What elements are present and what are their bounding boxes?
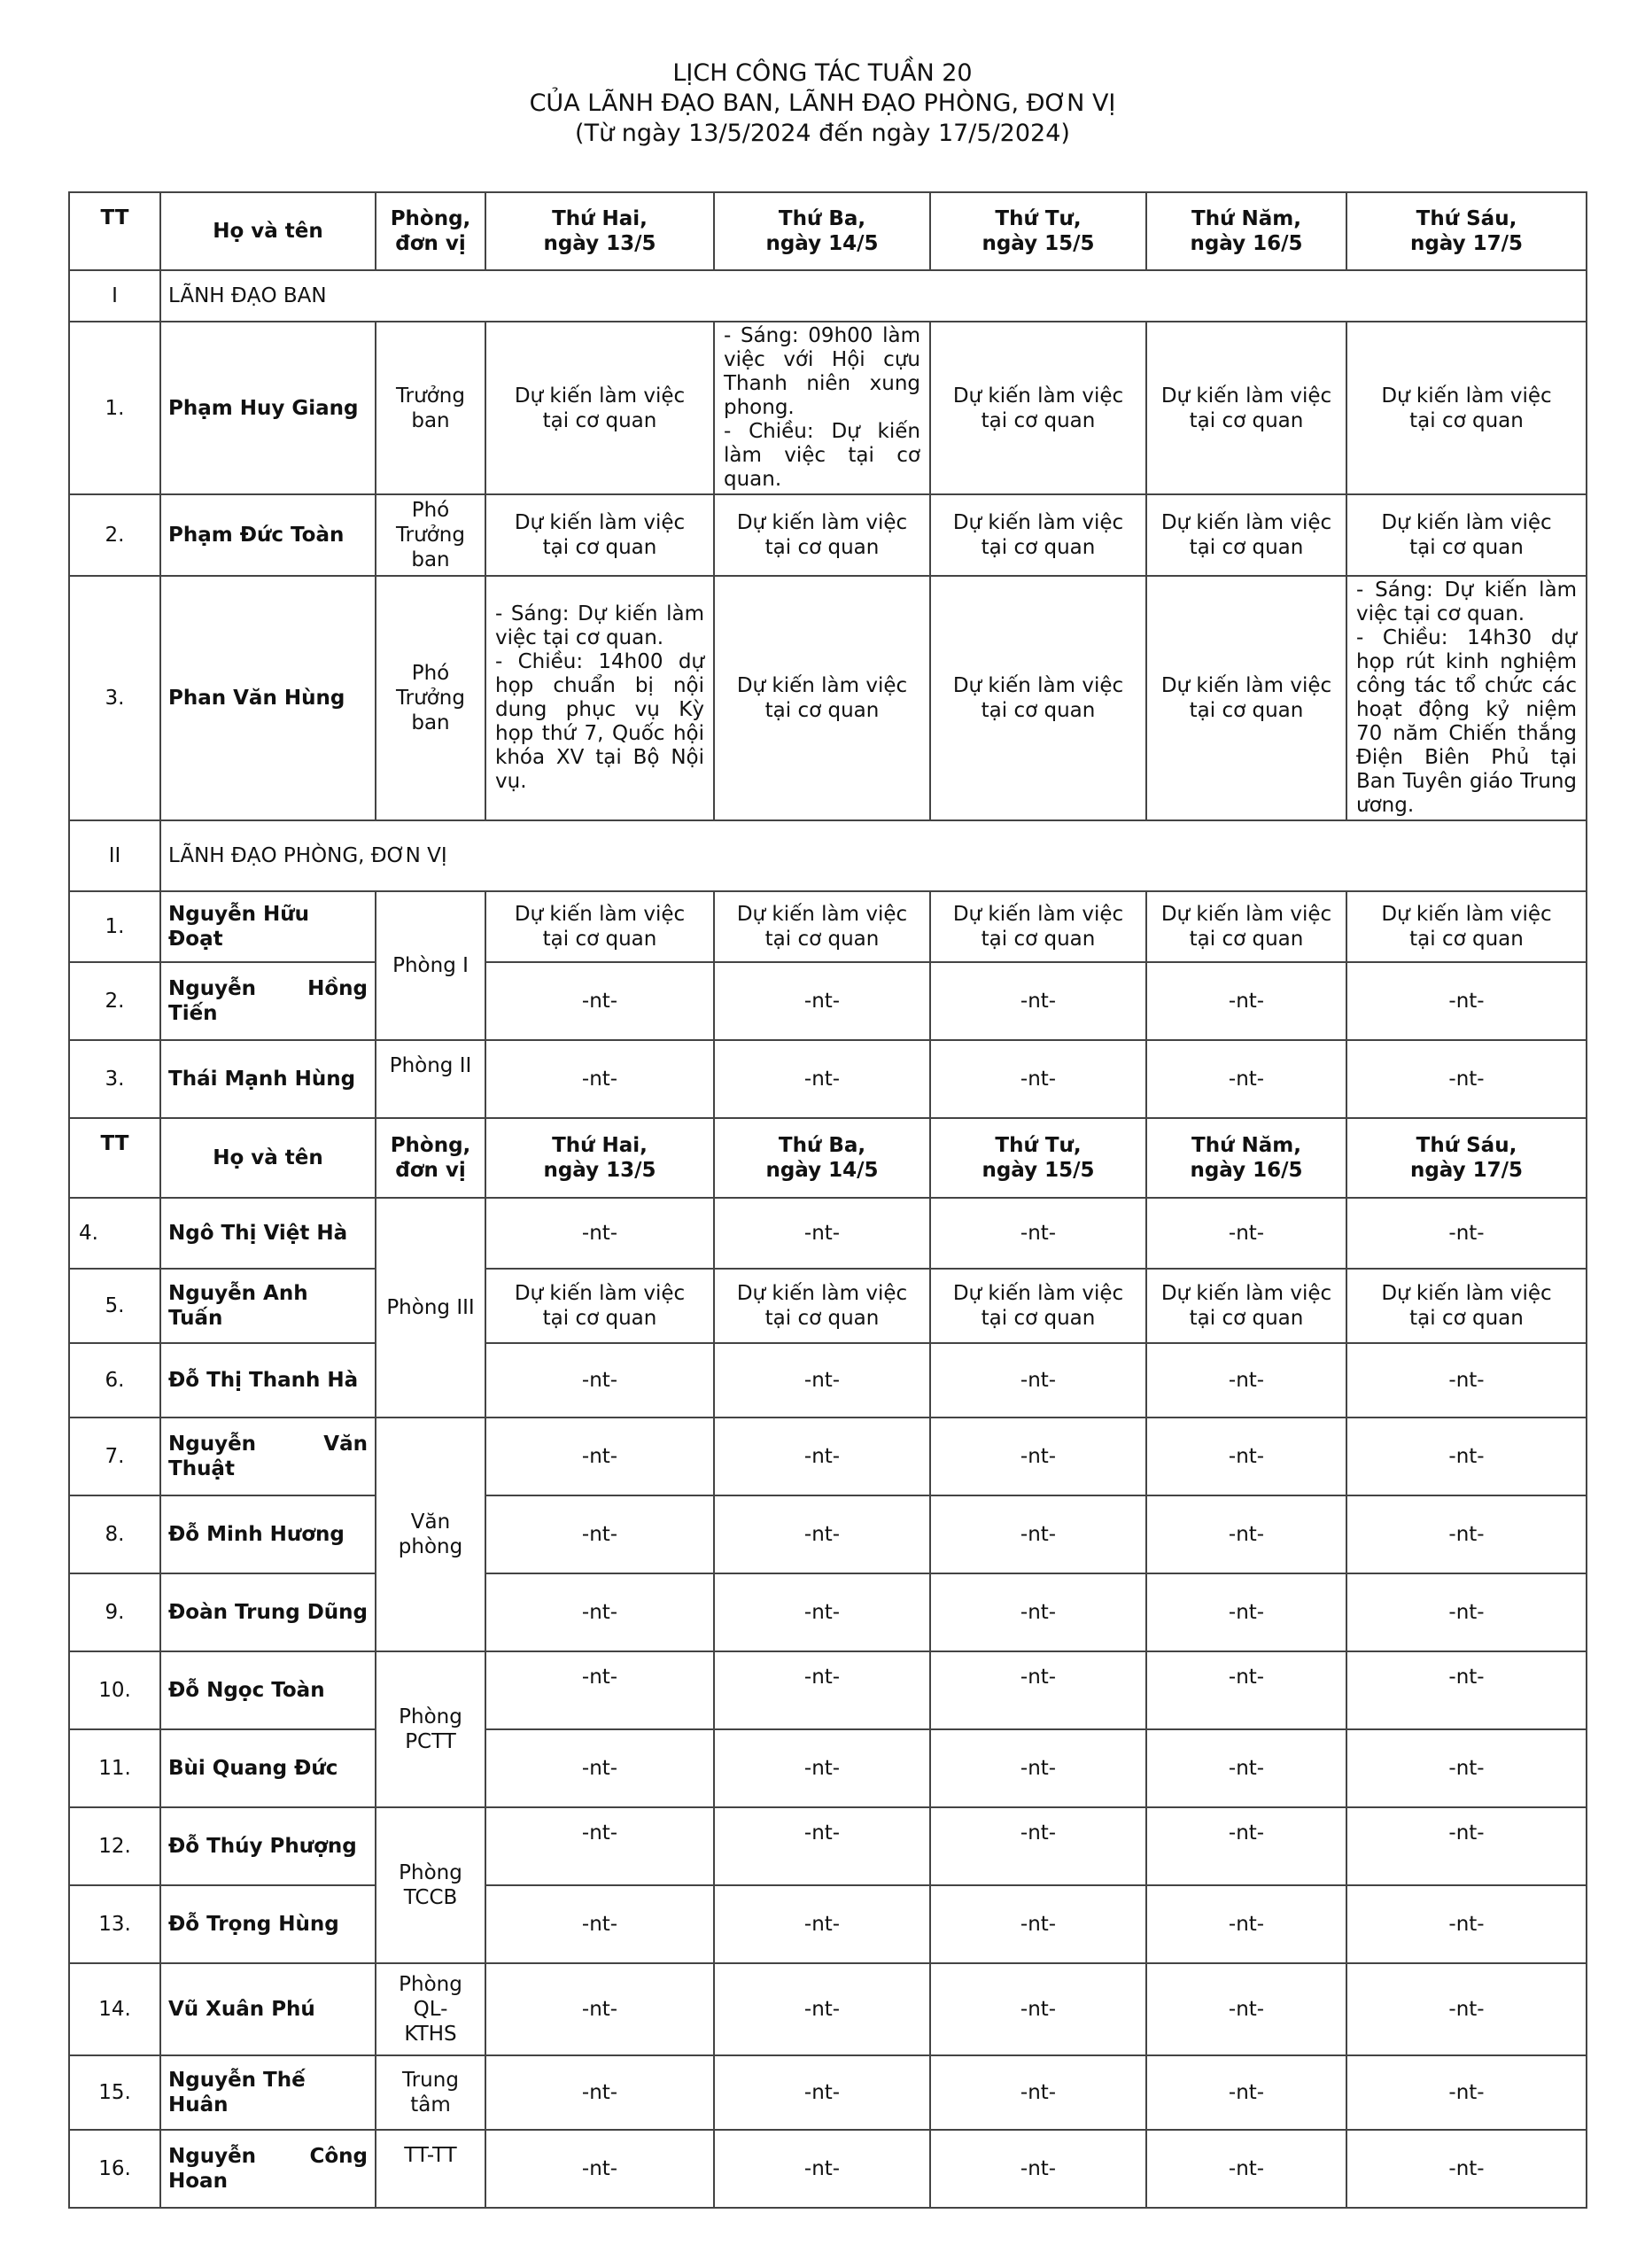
schedule-cell: - Sáng: Dự kiến làm việc tại cơ quan. - Chiều: 14h30 dự họp rút kinh nghiệm công tác tổ chức các hoạt động kỷ niệm 70 năm Chiến thắng Điện Biên Phủ tại Ban Tuyên giáo Trung ương. [1346,576,1587,820]
section-number: II [69,820,160,891]
person-name: Phạm Đức Toàn [160,494,376,576]
unit-cell: Phó Trưởng ban [376,494,485,576]
section-row [69,820,1587,891]
schedule-cell: Dự kiến làm việc tại cơ quan [485,322,714,494]
person-name: Đỗ Thị Thanh Hà [160,1343,376,1418]
schedule-cell: -nt- [1146,1040,1346,1118]
header-fri: Thứ Sáu, ngày 17/5 [1346,1118,1587,1198]
section-row [69,270,1587,322]
schedule-cell: -nt- [485,1495,714,1573]
schedule-cell: -nt- [1346,1418,1587,1495]
schedule-cell: -nt- [1346,1651,1587,1729]
schedule-cell: Dự kiến làm việc tại cơ quan [1346,494,1587,576]
schedule-cell: Dự kiến làm việc tại cơ quan [485,494,714,576]
schedule-cell: -nt- [714,2055,930,2130]
table-row [69,2130,1587,2208]
table-row [69,1651,1587,1729]
table-row [69,1040,1587,1118]
person-name: Nguyễn Thế Huân [160,2055,376,2130]
schedule-cell: -nt- [714,1573,930,1651]
schedule-cell: -nt- [930,2130,1146,2208]
schedule-cell: -nt- [1146,2130,1346,2208]
header-unit: Phòng, đơn vị [376,1118,485,1198]
row-number: 5. [69,1269,160,1343]
unit-cell: Phòng I [376,891,485,1040]
person-name: Vũ Xuân Phú [160,1963,376,2055]
row-number: 3. [69,1040,160,1118]
schedule-cell: -nt- [930,1963,1146,2055]
unit-cell: Văn phòng [376,1418,485,1651]
row-number: 12. [69,1807,160,1885]
schedule-cell: -nt- [485,1418,714,1495]
row-number: 1. [69,891,160,962]
schedule-cell: -nt- [714,2130,930,2208]
title-line-3: (Từ ngày 13/5/2024 đến ngày 17/5/2024) [575,120,1070,147]
schedule-table [68,191,1587,2209]
schedule-cell: Dự kiến làm việc tại cơ quan [1146,891,1346,962]
schedule-cell: Dự kiến làm việc tại cơ quan [714,891,930,962]
schedule-cell: -nt- [714,1040,930,1118]
table-row [69,1963,1587,2055]
unit-cell: Trung tâm [376,2055,485,2130]
document-title [0,58,1645,149]
unit-cell: Phòng II [376,1040,485,1118]
schedule-cell: -nt- [930,1573,1146,1651]
schedule-cell: -nt- [1146,1807,1346,1885]
header-thu: Thứ Năm, ngày 16/5 [1146,1118,1346,1198]
schedule-cell: -nt- [714,1885,930,1963]
schedule-cell: -nt- [714,1418,930,1495]
schedule-cell: Dự kiến làm việc tại cơ quan [1146,322,1346,494]
schedule-cell: -nt- [1146,1729,1346,1807]
header-name: Họ và tên [160,192,376,270]
schedule-cell: -nt- [485,1040,714,1118]
schedule-cell: -nt- [1146,1963,1346,2055]
schedule-cell: -nt- [485,1807,714,1885]
schedule-cell: -nt- [1346,1573,1587,1651]
person-name: Đỗ Minh Hương [160,1495,376,1573]
schedule-cell: -nt- [930,1343,1146,1418]
schedule-cell: Dự kiến làm việc tại cơ quan [1346,322,1587,494]
header-wed: Thứ Tư, ngày 15/5 [930,1118,1146,1198]
table-row [69,1807,1587,1885]
unit-cell: Phòng III [376,1198,485,1418]
person-name: Nguyễn Hữu Đoạt [160,891,376,962]
header-mon: Thứ Hai, ngày 13/5 [485,1118,714,1198]
schedule-cell: Dự kiến làm việc tại cơ quan [930,1269,1146,1343]
row-number: 9. [69,1573,160,1651]
section-number: I [69,270,160,322]
table-header-row [69,1118,1587,1198]
schedule-cell: -nt- [485,2130,714,2208]
schedule-cell: -nt- [714,1651,930,1729]
schedule-cell: -nt- [930,1807,1146,1885]
person-name: Phan Văn Hùng [160,576,376,820]
table-row [69,1729,1587,1807]
row-number: 3. [69,576,160,820]
person-name: Nguyễn Công Hoan [160,2130,376,2208]
schedule-cell: -nt- [714,1343,930,1418]
table-row [69,891,1587,962]
table-header-row [69,192,1587,270]
schedule-cell: -nt- [1346,1963,1587,2055]
schedule-cell: -nt- [485,1343,714,1418]
person-name: Nguyễn Hồng Tiến [160,962,376,1040]
schedule-cell: -nt- [1146,1343,1346,1418]
schedule-cell: -nt- [485,1885,714,1963]
table-row [69,1198,1587,1269]
schedule-cell: Dự kiến làm việc tại cơ quan [714,1269,930,1343]
row-number: 4. [69,1198,160,1269]
schedule-cell: -nt- [1146,1885,1346,1963]
schedule-cell: Dự kiến làm việc tại cơ quan [714,576,930,820]
unit-cell: Phòng QL- KTHS [376,1963,485,2055]
schedule-cell: -nt- [1346,1885,1587,1963]
unit-cell: Phòng PCTT [376,1651,485,1807]
schedule-cell: -nt- [1346,1729,1587,1807]
header-tue: Thứ Ba, ngày 14/5 [714,192,930,270]
row-number: 2. [69,962,160,1040]
title-line-2: CỦA LÃNH ĐẠO BAN, LÃNH ĐẠO PHÒNG, ĐƠN VỊ [529,89,1116,117]
row-number: 15. [69,2055,160,2130]
schedule-cell: -nt- [485,962,714,1040]
row-number: 2. [69,494,160,576]
section-title: LÃNH ĐẠO PHÒNG, ĐƠN VỊ [160,820,1587,891]
schedule-cell: -nt- [714,1963,930,2055]
schedule-cell: -nt- [714,1495,930,1573]
row-number: 13. [69,1885,160,1963]
schedule-cell: -nt- [485,1729,714,1807]
schedule-cell: -nt- [1346,1495,1587,1573]
person-name: Bùi Quang Đức [160,1729,376,1807]
schedule-cell: - Sáng: 09h00 làm việc với Hội cựu Thanh niên xung phong. - Chiều: Dự kiến làm việc tại cơ quan. [714,322,930,494]
row-number: 1. [69,322,160,494]
schedule-cell: -nt- [485,1573,714,1651]
schedule-cell: Dự kiến làm việc tại cơ quan [1146,494,1346,576]
person-name: Phạm Huy Giang [160,322,376,494]
table-row [69,1495,1587,1573]
unit-cell: Phòng TCCB [376,1807,485,1963]
table-row [69,494,1587,576]
header-tt: TT [69,192,160,270]
schedule-cell: Dự kiến làm việc tại cơ quan [1346,891,1587,962]
header-mon: Thứ Hai, ngày 13/5 [485,192,714,270]
schedule-cell: -nt- [1346,1198,1587,1269]
schedule-cell: -nt- [1146,1573,1346,1651]
header-fri: Thứ Sáu, ngày 17/5 [1346,192,1587,270]
unit-cell: Trưởng ban [376,322,485,494]
schedule-cell: -nt- [1146,1495,1346,1573]
table-row [69,322,1587,494]
table-row [69,1269,1587,1343]
schedule-cell: Dự kiến làm việc tại cơ quan [485,1269,714,1343]
schedule-cell: -nt- [1146,1418,1346,1495]
schedule-cell: Dự kiến làm việc tại cơ quan [1146,1269,1346,1343]
schedule-cell: -nt- [1346,1040,1587,1118]
row-number: 14. [69,1963,160,2055]
person-name: Nguyễn Văn Thuật [160,1418,376,1495]
schedule-cell: Dự kiến làm việc tại cơ quan [930,494,1146,576]
schedule-cell: -nt- [1346,1343,1587,1418]
schedule-cell: -nt- [930,962,1146,1040]
table-row [69,1418,1587,1495]
schedule-cell: -nt- [1146,1198,1346,1269]
header-thu: Thứ Năm, ngày 16/5 [1146,192,1346,270]
schedule-cell: -nt- [930,1495,1146,1573]
schedule-cell: -nt- [930,1040,1146,1118]
table-row [69,962,1587,1040]
person-name: Đỗ Ngọc Toàn [160,1651,376,1729]
schedule-cell: -nt- [930,1198,1146,1269]
table-row [69,1885,1587,1963]
table-row [69,1343,1587,1418]
header-wed: Thứ Tư, ngày 15/5 [930,192,1146,270]
schedule-cell: -nt- [930,1651,1146,1729]
unit-cell: TT-TT [376,2130,485,2208]
schedule-cell: -nt- [714,1198,930,1269]
section-title: LÃNH ĐẠO BAN [160,270,1587,322]
person-name: Thái Mạnh Hùng [160,1040,376,1118]
title-line-1: LỊCH CÔNG TÁC TUẦN 20 [672,59,973,87]
schedule-cell: -nt- [1146,1651,1346,1729]
schedule-cell: -nt- [930,2055,1146,2130]
row-number: 11. [69,1729,160,1807]
row-number: 7. [69,1418,160,1495]
header-unit: Phòng, đơn vị [376,192,485,270]
schedule-cell: Dự kiến làm việc tại cơ quan [1146,576,1346,820]
header-name: Họ và tên [160,1118,376,1198]
schedule-cell: -nt- [1346,1807,1587,1885]
schedule-cell: Dự kiến làm việc tại cơ quan [930,576,1146,820]
header-tue: Thứ Ba, ngày 14/5 [714,1118,930,1198]
schedule-cell: Dự kiến làm việc tại cơ quan [930,322,1146,494]
person-name: Đoàn Trung Dũng [160,1573,376,1651]
schedule-cell: Dự kiến làm việc tại cơ quan [714,494,930,576]
table-row [69,1573,1587,1651]
person-name: Ngô Thị Việt Hà [160,1198,376,1269]
person-name: Đỗ Trọng Hùng [160,1885,376,1963]
schedule-cell: -nt- [485,2055,714,2130]
schedule-cell: -nt- [714,1807,930,1885]
schedule-cell: -nt- [930,1729,1146,1807]
schedule-cell: Dự kiến làm việc tại cơ quan [485,891,714,962]
schedule-cell: -nt- [714,1729,930,1807]
row-number: 16. [69,2130,160,2208]
schedule-cell: -nt- [1346,2055,1587,2130]
schedule-cell: -nt- [485,1651,714,1729]
person-name: Đỗ Thúy Phượng [160,1807,376,1885]
table-row [69,576,1587,820]
schedule-cell: -nt- [930,1418,1146,1495]
schedule-cell: -nt- [714,962,930,1040]
schedule-cell: Dự kiến làm việc tại cơ quan [930,891,1146,962]
schedule-cell: -nt- [485,1963,714,2055]
schedule-cell: -nt- [1146,2055,1346,2130]
row-number: 10. [69,1651,160,1729]
header-tt: TT [69,1118,160,1198]
schedule-cell: -nt- [1346,2130,1587,2208]
unit-cell: Phó Trưởng ban [376,576,485,820]
table-row [69,2055,1587,2130]
schedule-cell: - Sáng: Dự kiến làm việc tại cơ quan. - Chiều: 14h00 dự họp chuẩn bị nội dung phục vụ Kỳ họp thứ 7, Quốc hội khóa XV tại Bộ Nội vụ. [485,576,714,820]
row-number: 8. [69,1495,160,1573]
row-number: 6. [69,1343,160,1418]
person-name: Nguyễn Anh Tuấn [160,1269,376,1343]
schedule-cell: Dự kiến làm việc tại cơ quan [1346,1269,1587,1343]
schedule-cell: -nt- [930,1885,1146,1963]
schedule-cell: -nt- [485,1198,714,1269]
schedule-cell: -nt- [1146,962,1346,1040]
schedule-cell: -nt- [1346,962,1587,1040]
